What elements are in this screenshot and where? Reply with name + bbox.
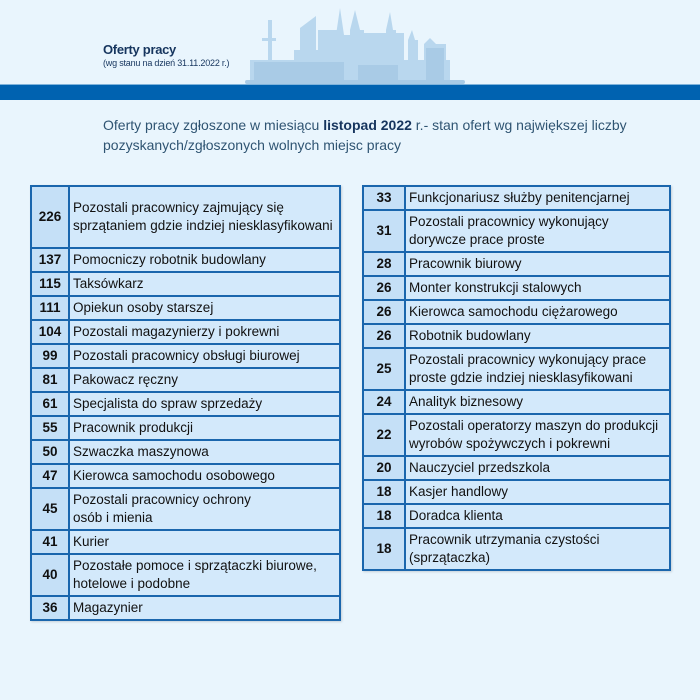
left-job-table (30, 185, 341, 621)
offer-count: 55 (31, 416, 69, 440)
offer-count: 104 (31, 320, 69, 344)
table-row (31, 416, 340, 440)
offer-count: 18 (363, 504, 405, 528)
table-row (363, 480, 670, 504)
job-title: Pomocniczy robotnik budowlany (69, 248, 340, 272)
offer-count: 61 (31, 392, 69, 416)
table-row (31, 248, 340, 272)
job-title: Pozostali pracownicy wykonujący dorywcze prace proste (405, 210, 670, 252)
job-title: Kierowca samochodu ciężarowego (405, 300, 670, 324)
job-title: Pracownik utrzymania czystości (sprzątaczka) (405, 528, 670, 570)
table-row (363, 276, 670, 300)
offer-count: 115 (31, 272, 69, 296)
offer-count: 20 (363, 456, 405, 480)
job-title: Kierowca samochodu osobowego (69, 464, 340, 488)
city-skyline-icon (240, 0, 470, 84)
table-row (31, 296, 340, 320)
offer-count: 31 (363, 210, 405, 252)
table-row (31, 440, 340, 464)
offer-count: 99 (31, 344, 69, 368)
job-title: Pozostali magazynierzy i pokrewni (69, 320, 340, 344)
job-title: Kasjer handlowy (405, 480, 670, 504)
table-row (31, 320, 340, 344)
table-row (363, 528, 670, 570)
offer-count: 81 (31, 368, 69, 392)
table-row (363, 186, 670, 210)
job-title: Monter konstrukcji stalowych (405, 276, 670, 300)
offer-count: 26 (363, 276, 405, 300)
table-row (363, 348, 670, 390)
header (0, 0, 700, 100)
job-title: Pracownik biurowy (405, 252, 670, 276)
offer-count: 22 (363, 414, 405, 456)
job-title: Nauczyciel przedszkola (405, 456, 670, 480)
job-title: Pakowacz ręczny (69, 368, 340, 392)
job-title: Szwaczka maszynowa (69, 440, 340, 464)
offer-count: 50 (31, 440, 69, 464)
job-title: Magazynier (69, 596, 340, 620)
offer-count: 226 (31, 186, 69, 248)
offer-count: 45 (31, 488, 69, 530)
offer-count: 28 (363, 252, 405, 276)
table-row (363, 456, 670, 480)
job-title: Doradca klienta (405, 504, 670, 528)
offer-count: 36 (31, 596, 69, 620)
table-row (31, 464, 340, 488)
table-row (363, 390, 670, 414)
offer-count: 137 (31, 248, 69, 272)
intro-text (103, 115, 643, 155)
table-row (363, 210, 670, 252)
offer-count: 18 (363, 528, 405, 570)
offer-count: 24 (363, 390, 405, 414)
right-job-table (362, 185, 671, 571)
table-row (31, 186, 340, 248)
offer-count: 18 (363, 480, 405, 504)
job-title: Pracownik produkcji (69, 416, 340, 440)
table-row (363, 324, 670, 348)
job-title: Pozostali pracownicy obsługi biurowej (69, 344, 340, 368)
job-title: Analityk biznesowy (405, 390, 670, 414)
table-row (31, 272, 340, 296)
table-row (363, 504, 670, 528)
job-title (69, 488, 340, 530)
job-title: Funkcjonariusz służby penitencjarnej (405, 186, 670, 210)
table-row (31, 554, 340, 596)
job-title-line1: Pozostali pracownicy ochrony (73, 492, 251, 507)
job-title: Robotnik budowlany (405, 324, 670, 348)
header-band (0, 85, 700, 100)
table-row (363, 252, 670, 276)
table-row (31, 596, 340, 620)
table-row (31, 530, 340, 554)
offer-count: 26 (363, 324, 405, 348)
job-title: Pozostałe pomoce i sprzątaczki biurowe, hotelowe i podobne (69, 554, 340, 596)
offer-count: 33 (363, 186, 405, 210)
table-row (31, 488, 340, 530)
offer-count: 41 (31, 530, 69, 554)
table-row (363, 300, 670, 324)
page-subtitle: (wg stanu na dzień 31.11.2022 r.) (103, 58, 230, 68)
table-row (31, 368, 340, 392)
job-title-line2: osób i mienia (73, 510, 153, 525)
table-row (31, 392, 340, 416)
job-title: Pozostali pracownicy zajmujący się sprzątaniem gdzie indziej niesklasyfikowani (69, 186, 340, 248)
page-title: Oferty pracy (103, 42, 176, 57)
offer-count: 25 (363, 348, 405, 390)
job-title: Pozostali operatorzy maszyn do produkcji wyrobów spożywczych i pokrewni (405, 414, 670, 456)
offer-count: 47 (31, 464, 69, 488)
table-row (31, 344, 340, 368)
job-title: Specjalista do spraw sprzedaży (69, 392, 340, 416)
job-title: Kurier (69, 530, 340, 554)
intro-part2: r.- stan ofert wg największej liczby pozyskanych/zgłoszonych wolnych miejsc pracy (103, 117, 627, 153)
offer-count: 40 (31, 554, 69, 596)
job-title: Taksówkarz (69, 272, 340, 296)
offer-count: 26 (363, 300, 405, 324)
table-row (363, 414, 670, 456)
job-title: Pozostali pracownicy wykonujący prace proste gdzie indziej niesklasyfikowani (405, 348, 670, 390)
job-title: Opiekun osoby starszej (69, 296, 340, 320)
intro-highlight: listopad 2022 (323, 117, 412, 133)
intro-part1: Oferty pracy zgłoszone w miesiącu (103, 117, 324, 133)
offer-count: 111 (31, 296, 69, 320)
